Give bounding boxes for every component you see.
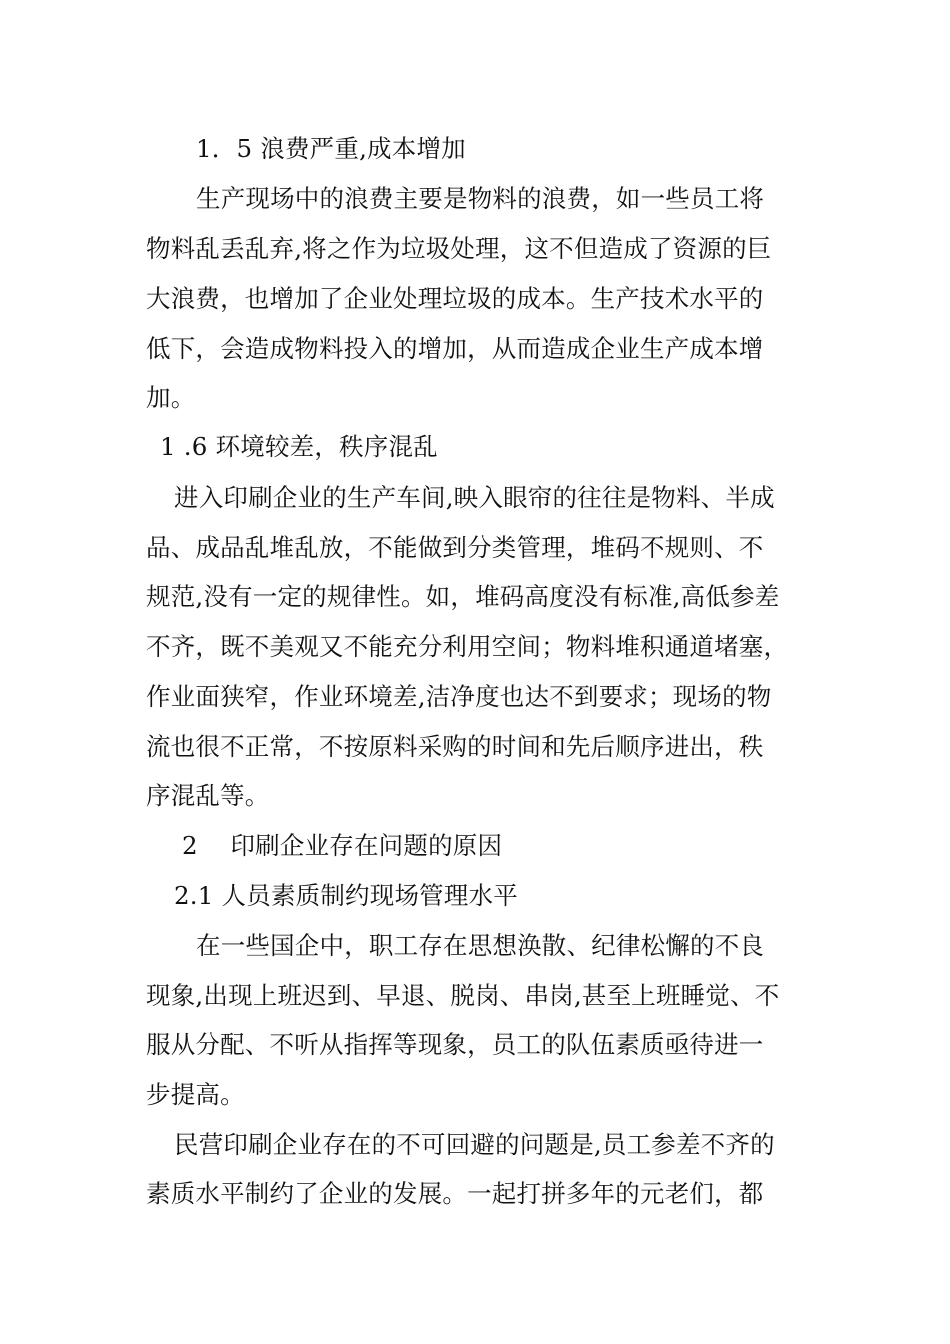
paragraph-line: 服从分配、不听从指挥等现象，员工的队伍素质亟待进一 — [146, 1030, 764, 1059]
section-heading-1-5: 1．5 浪费严重,成本增加 — [196, 134, 466, 163]
paragraph-line: 现象,出现上班迟到、早退、脱岗、串岗,甚至上班睡觉、不 — [146, 981, 780, 1010]
paragraph-line: 加。 — [146, 383, 196, 412]
section-heading-2: 2 印刷企业存在问题的原因 — [182, 831, 503, 860]
paragraph-line: 步提高。 — [146, 1080, 245, 1109]
paragraph-line: 规范,没有一定的规律性。如，堆码高度没有标准,高低参差 — [146, 582, 780, 611]
paragraph-line: 进入印刷企业的生产车间,映入眼帘的往往是物料、半成 — [174, 483, 775, 512]
paragraph-line: 素质水平制约了企业的发展。一起打拼多年的元老们，都 — [146, 1179, 764, 1208]
paragraph-line: 物料乱丢乱弃,将之作为垃圾处理，这不但造成了资源的巨 — [146, 234, 772, 263]
paragraph-line: 生产现场中的浪费主要是物料的浪费，如一些员工将 — [196, 184, 765, 213]
paragraph-line: 在一些国企中，职工存在思想涣散、纪律松懈的不良 — [196, 931, 765, 960]
paragraph-line: 民营印刷企业存在的不可回避的问题是,员工参差不齐的 — [174, 1130, 775, 1159]
paragraph-line: 不齐，既不美观又不能充分利用空间；物料堆积通道堵塞， — [146, 632, 789, 661]
paragraph-line: 作业面狭窄，作业环境差,洁净度也达不到要求；现场的物 — [146, 682, 772, 711]
paragraph-line: 序混乱等。 — [146, 781, 270, 810]
paragraph-line: 大浪费，也增加了企业处理垃圾的成本。生产技术水平的 — [146, 284, 764, 313]
section-heading-1-6: 1 .6 环境较差，秩序混乱 — [160, 432, 438, 461]
paragraph-line: 品、成品乱堆乱放，不能做到分类管理，堆码不规则、不 — [146, 533, 764, 562]
paragraph-line: 低下，会造成物料投入的增加，从而造成企业生产成本增 — [146, 334, 764, 363]
section-heading-2-1: 2.1 人员素质制约现场管理水平 — [174, 881, 518, 910]
paragraph-line: 流也很不正常，不按原料采购的时间和先后顺序进出，秩 — [146, 732, 764, 761]
